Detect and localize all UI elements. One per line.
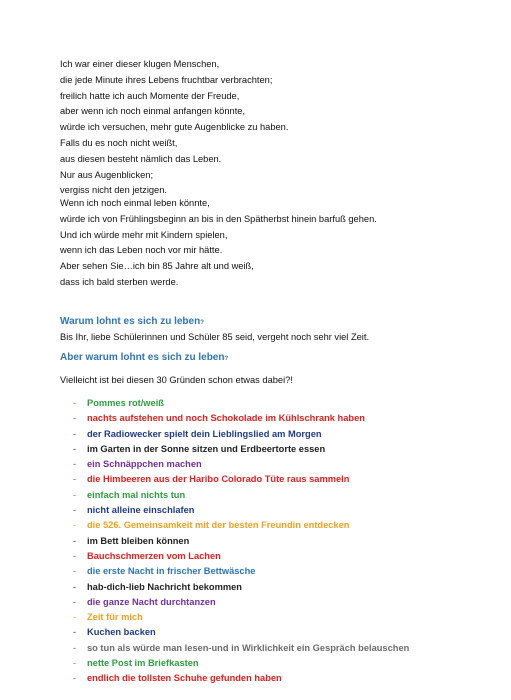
poem-line: freilich hatte ich auch Momente der Freude, <box>60 90 240 101</box>
poem-line: Ich war einer dieser klugen Menschen, <box>60 59 220 69</box>
poem-line: dass ich bald sterben werde. <box>60 276 179 287</box>
list-marker: - <box>73 658 77 669</box>
section-heading-2 <box>60 352 228 363</box>
section-heading-1 <box>60 316 204 327</box>
section-1-text: Bis Ihr, liebe Schülerinnen und Schüler 85 seid, vergeht noch sehr viel Zeit. <box>60 332 370 342</box>
list-item <box>60 610 409 625</box>
poem-line: würde ich versuchen, mehr gute Augenblicke zu haben. <box>60 122 289 133</box>
list-item-text: Bauchschmerzen vom Lachen <box>87 550 221 561</box>
section-2-intro: Vielleicht ist bei diesen 30 Gründen schon etwas dabei?! <box>60 375 293 385</box>
list-item <box>60 580 409 595</box>
list-marker: - <box>73 566 77 577</box>
list-item <box>60 564 409 579</box>
list-marker: - <box>73 550 77 561</box>
list-marker: - <box>73 596 77 607</box>
poem-stanza-1 <box>60 57 288 199</box>
list-item <box>60 595 409 610</box>
list-item-text: nette Post im Briefkasten <box>87 658 199 669</box>
list-item-text: Pommes rot/weiß <box>87 398 164 408</box>
list-item <box>60 518 409 533</box>
list-item <box>60 411 409 426</box>
list-item <box>60 457 409 472</box>
list-item <box>60 549 409 564</box>
list-item <box>60 472 409 487</box>
poem-line: würde ich von Frühlingsbeginn an bis in den Spätherbst hinein barfuß gehen. <box>60 213 377 224</box>
list-item <box>60 503 409 518</box>
list-item <box>60 488 409 503</box>
list-marker: - <box>73 612 77 623</box>
list-item <box>60 656 409 671</box>
heading-question-mark: ? <box>224 356 229 362</box>
list-item-text: einfach mal nichts tun <box>87 489 186 500</box>
poem-line: die jede Minute ihres Lebens fruchtbar verbrachten; <box>60 74 273 85</box>
poem-line: Wenn ich noch einmal leben könnte, <box>60 198 210 208</box>
list-marker: - <box>73 398 77 408</box>
list-item-text: im Bett bleiben können <box>87 535 190 546</box>
list-marker: - <box>73 673 77 684</box>
list-marker: - <box>73 535 77 546</box>
list-item-text: nachts aufstehen und noch Schokolade im Kühlschrank haben <box>87 413 365 424</box>
poem-line: aus diesen besteht nämlich das Leben. <box>60 153 222 164</box>
poem-line: wenn ich das Leben noch vor mir hätte. <box>60 245 223 256</box>
poem-stanza-2 <box>60 196 377 291</box>
list-item-text: ein Schnäppchen machen <box>87 459 202 470</box>
list-item-text: Kuchen backen <box>87 627 156 638</box>
poem-line: aber wenn ich noch einmal anfangen könnte, <box>60 106 246 117</box>
list-marker: - <box>73 520 77 531</box>
list-item <box>60 671 409 686</box>
list-item-text: hab-dich-lieb Nachricht bekommen <box>87 581 242 592</box>
list-item <box>60 396 409 411</box>
list-marker: - <box>73 413 77 424</box>
list-item <box>60 641 409 656</box>
heading-text: Warum lohnt es sich zu leben <box>60 316 201 327</box>
list-marker: - <box>73 642 77 653</box>
list-item-text: endlich die tollsten Schuhe gefunden haben <box>87 673 282 684</box>
list-marker: - <box>73 627 77 638</box>
list-marker: - <box>73 489 77 500</box>
poem-line: vergiss nicht den jetzigen. <box>60 185 167 196</box>
list-marker: - <box>73 474 77 485</box>
list-item <box>60 534 409 549</box>
poem-line: Nur aus Augenblicken; <box>60 169 154 180</box>
heading-text: Aber warum lohnt es sich zu leben <box>60 352 225 363</box>
list-item-text: im Garten in der Sonne sitzen und Erdbeertorte essen <box>87 443 326 454</box>
list-item <box>60 427 409 442</box>
list-item-text: Zeit für mich <box>87 612 143 623</box>
list-item <box>60 625 409 640</box>
list-marker: - <box>73 505 77 516</box>
list-item-text: so tun als würde man lesen-und in Wirklichkeit ein Gespräch belauschen <box>87 642 410 653</box>
list-marker: - <box>73 443 77 454</box>
list-item <box>60 442 409 457</box>
poem-line: Aber sehen Sie…ich bin 85 Jahre alt und weiß, <box>60 261 254 272</box>
list-marker: - <box>73 459 77 470</box>
list-item-text: nicht alleine einschlafen <box>87 505 195 516</box>
list-item-text: die 526. Gemeinsamkeit mit der besten Freundin entdecken <box>87 520 350 531</box>
heading-question-mark: ? <box>200 320 204 326</box>
list-marker: - <box>73 428 77 439</box>
list-item-text: die erste Nacht in frischer Bettwäsche <box>87 566 256 577</box>
list-marker: - <box>73 581 77 592</box>
poem-line: Und ich würde mehr mit Kindern spielen, <box>60 229 228 240</box>
list-item-text: die ganze Nacht durchtanzen <box>87 596 216 607</box>
list-item-text: der Radiowecker spielt dein Lieblingslied am Morgen <box>87 428 322 439</box>
list-item-text: die Himbeeren aus der Haribo Colorado Tüte raus sammeln <box>87 474 350 485</box>
poem-line: Falls du es noch nicht weißt, <box>60 137 178 148</box>
reasons-list <box>60 396 409 687</box>
